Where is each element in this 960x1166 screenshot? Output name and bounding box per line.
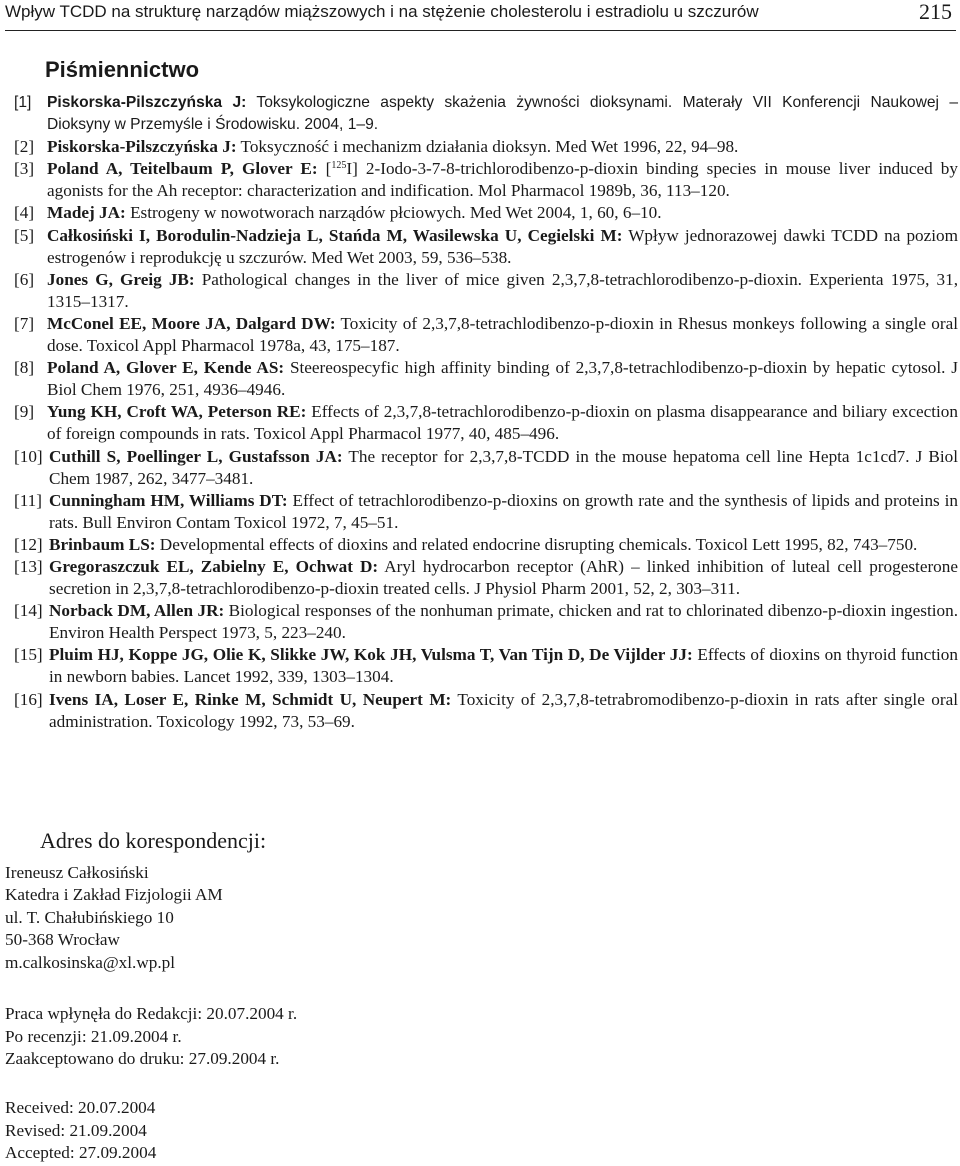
reference-text: Toxicity of 2,3,7,8-tetrachlodibenzo-p-dioxin in Rhesus monkeys following a single oral dose. Toxicol Appl Pharmacol 1978a, 43, 175–187.: [47, 313, 959, 356]
reference-authors: Brinbaum LS:: [49, 534, 156, 554]
reference-number: [3]: [14, 159, 35, 179]
reference-number: [15]: [14, 645, 43, 665]
reference-number: [16]: [14, 689, 43, 709]
reference-number: [14]: [14, 601, 43, 621]
reference-item: [14, 689, 958, 733]
dates-polish: [5, 1003, 297, 1071]
running-header: [5, 0, 956, 31]
reference-text: Toksykologiczne aspekty skażenia żywności dioksynami. Materały VII Konferencji Naukowej – Dioksyny w Przemyśle i Środowisku. 2004, 1–9.: [47, 94, 958, 134]
reference-authors: Cunningham HM, Williams DT:: [49, 490, 288, 510]
reference-authors: Piskorska-Pilszczyńska J:: [47, 137, 237, 157]
reference-body: [47, 158, 958, 202]
reference-text: I] 2-Iodo-3-7-8-trichlorodibenzo-p-dioxin binding species in mouse liver induced by agonists for the Ah receptor: characterization and indification. Mol Pharmacol 1989b, 36, 113–120.: [47, 159, 958, 201]
date-revised: Revised: 21.09.2004: [5, 1120, 147, 1140]
reference-item: [14, 446, 958, 490]
reference-item: [14, 225, 958, 269]
reference-item: [14, 313, 958, 357]
reference-text: Estrogeny w nowotworach narządów płciowych. Med Wet 2004, 1, 60, 6–10.: [125, 203, 662, 223]
address-department: Katedra i Zakład Fizjologii AM: [5, 885, 223, 905]
reference-authors: Piskorska-Pilszczyńska J:: [47, 94, 247, 111]
reference-text: Developmental effects of dioxins and related endocrine disrupting chemicals. Toxicol Lett 1995, 82, 743–750.: [155, 534, 918, 554]
reference-authors: Norback DM, Allen JR:: [49, 601, 225, 621]
reference-authors: Gregoraszczuk EL, Zabielny E, Ochwat D:: [49, 556, 379, 576]
reference-body: [49, 689, 958, 733]
page-number: 215: [919, 0, 952, 24]
reference-item: [14, 600, 958, 644]
isotope-superscript: 125: [331, 160, 347, 172]
reference-item: [14, 644, 958, 688]
reference-body: [49, 556, 958, 600]
reference-item: [14, 556, 958, 600]
address-email: m.calkosinska@xl.wp.pl: [5, 952, 176, 972]
reference-number: [7]: [14, 313, 35, 333]
reference-body: [47, 401, 958, 445]
correspondence-address: [5, 862, 223, 974]
reference-item: [14, 490, 958, 534]
reference-body: [49, 490, 958, 534]
reference-authors: Madej JA:: [47, 203, 126, 223]
date-accepted: Accepted: 27.09.2004: [5, 1143, 157, 1163]
reference-list: [14, 92, 958, 733]
reference-text: Toksyczność i mechanizm działania dioksyn. Med Wet 1996, 22, 94–98.: [236, 137, 739, 157]
reference-body: [49, 534, 958, 556]
date-revised-pl: Po recenzji: 21.09.2004 r.: [5, 1026, 182, 1046]
reference-text-prefix: [: [317, 159, 332, 179]
reference-authors: Yung KH, Croft WA, Peterson RE:: [47, 402, 307, 422]
reference-text: Toxicity of 2,3,7,8-tetrabromodibenzo-p-dioxin in rats after single oral administration. Toxicology 1992, 73, 53–69.: [49, 689, 958, 731]
reference-item: [14, 357, 958, 401]
reference-number: [4]: [14, 203, 35, 223]
reference-authors: Całkosiński I, Borodulin-Nadzieja L, Stańda M, Wasilewska U, Cegielski M:: [47, 225, 623, 245]
reference-number: [12]: [14, 534, 43, 554]
reference-item: [14, 158, 958, 202]
reference-body: [49, 600, 958, 644]
reference-text: Pathological changes in the liver of mice given 2,3,7,8-tetrachlorodibenzo-p-dioxin. Experienta 1975, 31, 1315–1317.: [47, 269, 958, 311]
reference-number: [10]: [14, 446, 43, 466]
reference-text: Effect of tetrachlorodibenzo-p-dioxins on growth rate and the synthesis of lipids and proteins in rats. Bull Environ Contam Toxicol 1972, 7, 45–51.: [49, 490, 958, 532]
reference-number: [6]: [14, 269, 35, 289]
address-street: ul. T. Chałubińskiego 10: [5, 907, 174, 927]
reference-text: Wpływ jednorazowej dawki TCDD na poziom estrogenów i reprodukcję u szczurów. Med Wet 2003, 59, 536–538.: [47, 225, 958, 267]
reference-text: Steereospecyfic high affinity binding of 2,3,7,8-tetrachlodibenzo-p-dioxin by hepatic cytosol. J Biol Chem 1976, 251, 4936–4946.: [47, 358, 958, 400]
date-received: Received: 20.07.2004: [5, 1098, 156, 1117]
reference-item: [14, 92, 958, 136]
reference-authors: Cuthill S, Poellinger L, Gustafsson JA:: [49, 446, 343, 466]
reference-number: [2]: [14, 137, 35, 157]
reference-number: [5]: [14, 225, 35, 245]
reference-authors: Ivens IA, Loser E, Rinke M, Schmidt U, Neupert M:: [49, 689, 452, 709]
reference-item: [14, 202, 958, 224]
running-title: Wpływ TCDD na strukturę narządów miąższowych i na stężenie cholesterolu i estradiolu u szczurów: [5, 2, 759, 21]
reference-text: Effects of 2,3,7,8-tetrachlorodibenzo-p-dioxin on plasma disappearance and biliary excection of foreign compounds in rats. Toxicol Appl Pharmacol 1977, 40, 485–496.: [47, 402, 958, 444]
reference-body: [47, 92, 958, 136]
reference-item: [14, 401, 958, 445]
reference-item: [14, 269, 958, 313]
reference-body: [49, 446, 958, 490]
reference-text: The receptor for 2,3,7,8-TCDD in the mouse hepatoma cell line Hepta 1c1cd7. J Biol Chem 1987, 262, 3477–3481.: [49, 446, 958, 488]
reference-authors: Poland A, Teitelbaum P, Glover E:: [47, 159, 318, 179]
reference-body: [47, 269, 958, 313]
reference-authors: Jones G, Greig JB:: [47, 269, 195, 289]
reference-body: [47, 357, 958, 401]
reference-authors: Pluim HJ, Koppe JG, Olie K, Slikke JW, Kok JH, Vulsma T, Van Tijn D, De Vijlder JJ:: [49, 645, 693, 665]
reference-item: [14, 136, 958, 158]
reference-body: [49, 644, 958, 688]
reference-authors: Poland A, Glover E, Kende AS:: [47, 358, 285, 378]
references-title: Piśmiennictwo: [45, 57, 200, 82]
reference-number: [11]: [14, 490, 42, 510]
dates-english: [5, 1097, 156, 1165]
date-received-pl: Praca wpłynęła do Redakcji: 20.07.2004 r.: [5, 1004, 298, 1023]
reference-body: [47, 225, 958, 269]
reference-text: Aryl hydrocarbon receptor (AhR) – linked inhibition of luteal cell progesterone secretion in 2,3,7,8-tetrachlorodibenzo-p-dioxin treated cells. J Physiol Pharm 2001, 52, 2, 303–311.: [49, 556, 958, 599]
reference-body: [47, 136, 958, 158]
reference-body: [47, 313, 958, 357]
date-accepted-pl: Zaakceptowano do druku: 27.09.2004 r.: [5, 1049, 280, 1069]
correspondence-title: Adres do korespondencji:: [40, 828, 267, 853]
reference-number: [1]: [14, 94, 32, 111]
address-name: Ireneusz Całkosiński: [5, 863, 149, 882]
reference-text: Effects of dioxins on thyroid function in newborn babies. Lancet 1992, 339, 1303–1304.: [49, 645, 958, 687]
reference-text: Biological responses of the nonhuman primate, chicken and rat to chlorinated dibenzo-p-dioxin ingestion. Environ Health Perspect 1973, 5, 223–240.: [49, 601, 958, 643]
reference-authors: McConel EE, Moore JA, Dalgard DW:: [47, 313, 336, 333]
reference-body: [47, 202, 958, 224]
reference-number: [13]: [14, 556, 43, 576]
reference-number: [8]: [14, 358, 35, 378]
reference-number: [9]: [14, 402, 35, 422]
reference-item: [14, 534, 958, 556]
address-city: 50-368 Wrocław: [5, 930, 120, 950]
